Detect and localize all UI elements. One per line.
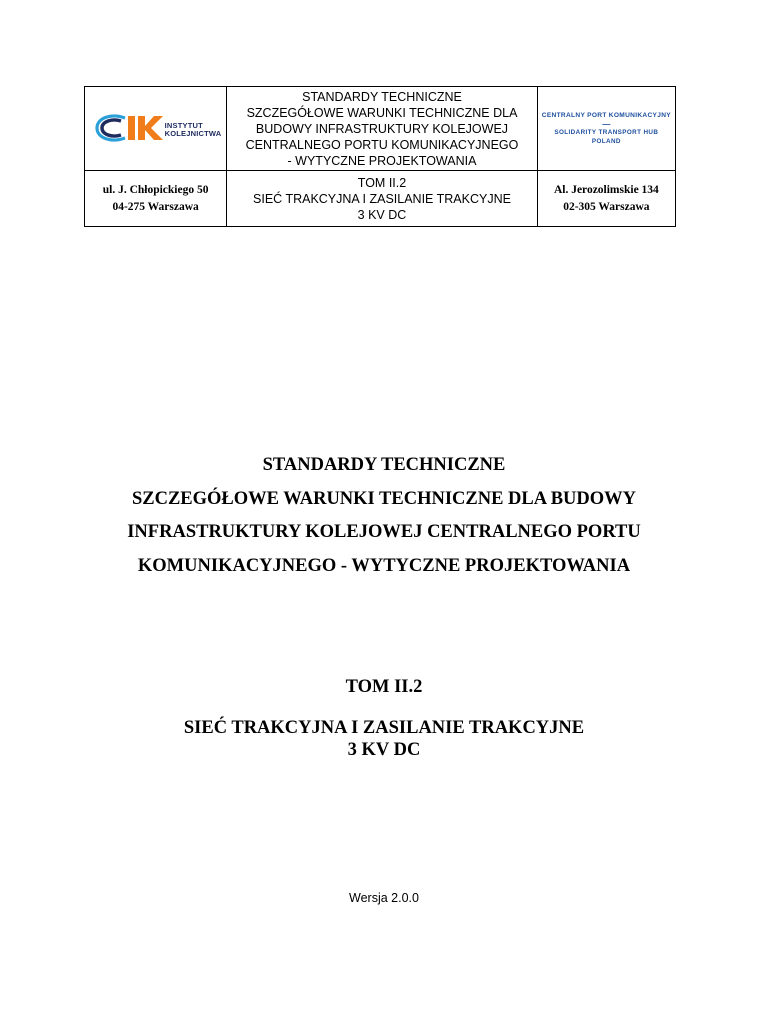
middle-top-cell — [227, 87, 538, 171]
ik-logo-text-line1: INSTYTUT — [164, 120, 203, 130]
cpk-logo-line1: CENTRALNY PORT KOMUNIKACYJNY — [541, 112, 671, 119]
main-title-line: KOMUNIKACYJNEGO - WYTYCZNE PROJEKTOWANIA — [137, 555, 631, 576]
right-logo-cell — [537, 87, 675, 171]
main-title-line: INFRASTRUKTURY KOLEJOWEJ CENTRALNEGO PORTU — [127, 522, 641, 542]
header-tom-line: 3 KV DC — [357, 207, 407, 222]
main-title — [0, 449, 768, 583]
right-address-line: 02-305 Warszawa — [563, 200, 650, 213]
header-title-line: SZCZEGÓŁOWE WARUNKI TECHNICZNE DLA — [246, 105, 518, 120]
tom-heading — [0, 677, 768, 698]
left-address-line: 04-275 Warszawa — [112, 200, 199, 213]
ik-logo — [91, 109, 221, 149]
middle-bottom-cell — [227, 171, 538, 227]
tom-label: TOM II.2 — [345, 677, 423, 697]
ik-logo-text-line2: KOLEJNICTWA — [164, 128, 222, 138]
tom-subtitle-line: 3 KV DC — [347, 740, 421, 760]
main-title-line: STANDARDY TECHNICZNE — [262, 455, 506, 475]
right-address-line: Al. Jerozolimskie 134 — [553, 183, 659, 196]
version-label: Wersja 2.0.0 — [349, 891, 419, 905]
left-address-cell — [85, 171, 227, 227]
main-title-line: SZCZEGÓŁOWE WARUNKI TECHNICZNE DLA BUDOWY — [131, 488, 637, 509]
cpk-logo-dash: — — [602, 120, 611, 129]
cpk-logo-line2: SOLIDARITY TRANSPORT HUB — [554, 129, 659, 136]
cpk-logo — [538, 111, 675, 146]
right-address-cell — [537, 171, 675, 227]
tom-subtitle — [0, 717, 768, 761]
header-title-line: BUDOWY INFRASTRUKTURY KOLEJOWEJ — [255, 121, 509, 136]
tom-subtitle-line: SIEĆ TRAKCYJNA I ZASILANIE TRAKCYJNE — [183, 718, 585, 738]
header-title-line: - WYTYCZNE PROJEKTOWANIA — [287, 153, 477, 168]
header-tom-line: TOM II.2 — [357, 175, 407, 190]
left-logo-cell — [85, 87, 227, 171]
left-address-line: ul. J. Chłopickiego 50 — [102, 183, 209, 196]
header-title-line: CENTRALNEGO PORTU KOMUNIKACYJNEGO — [245, 137, 519, 152]
header-tom-line: SIEĆ TRAKCYJNA I ZASILANIE TRAKCYJNE — [253, 191, 511, 206]
cpk-logo-line3: POLAND — [591, 138, 621, 145]
document-header-table — [84, 86, 676, 227]
header-title-line: STANDARDY TECHNICZNE — [302, 89, 462, 104]
